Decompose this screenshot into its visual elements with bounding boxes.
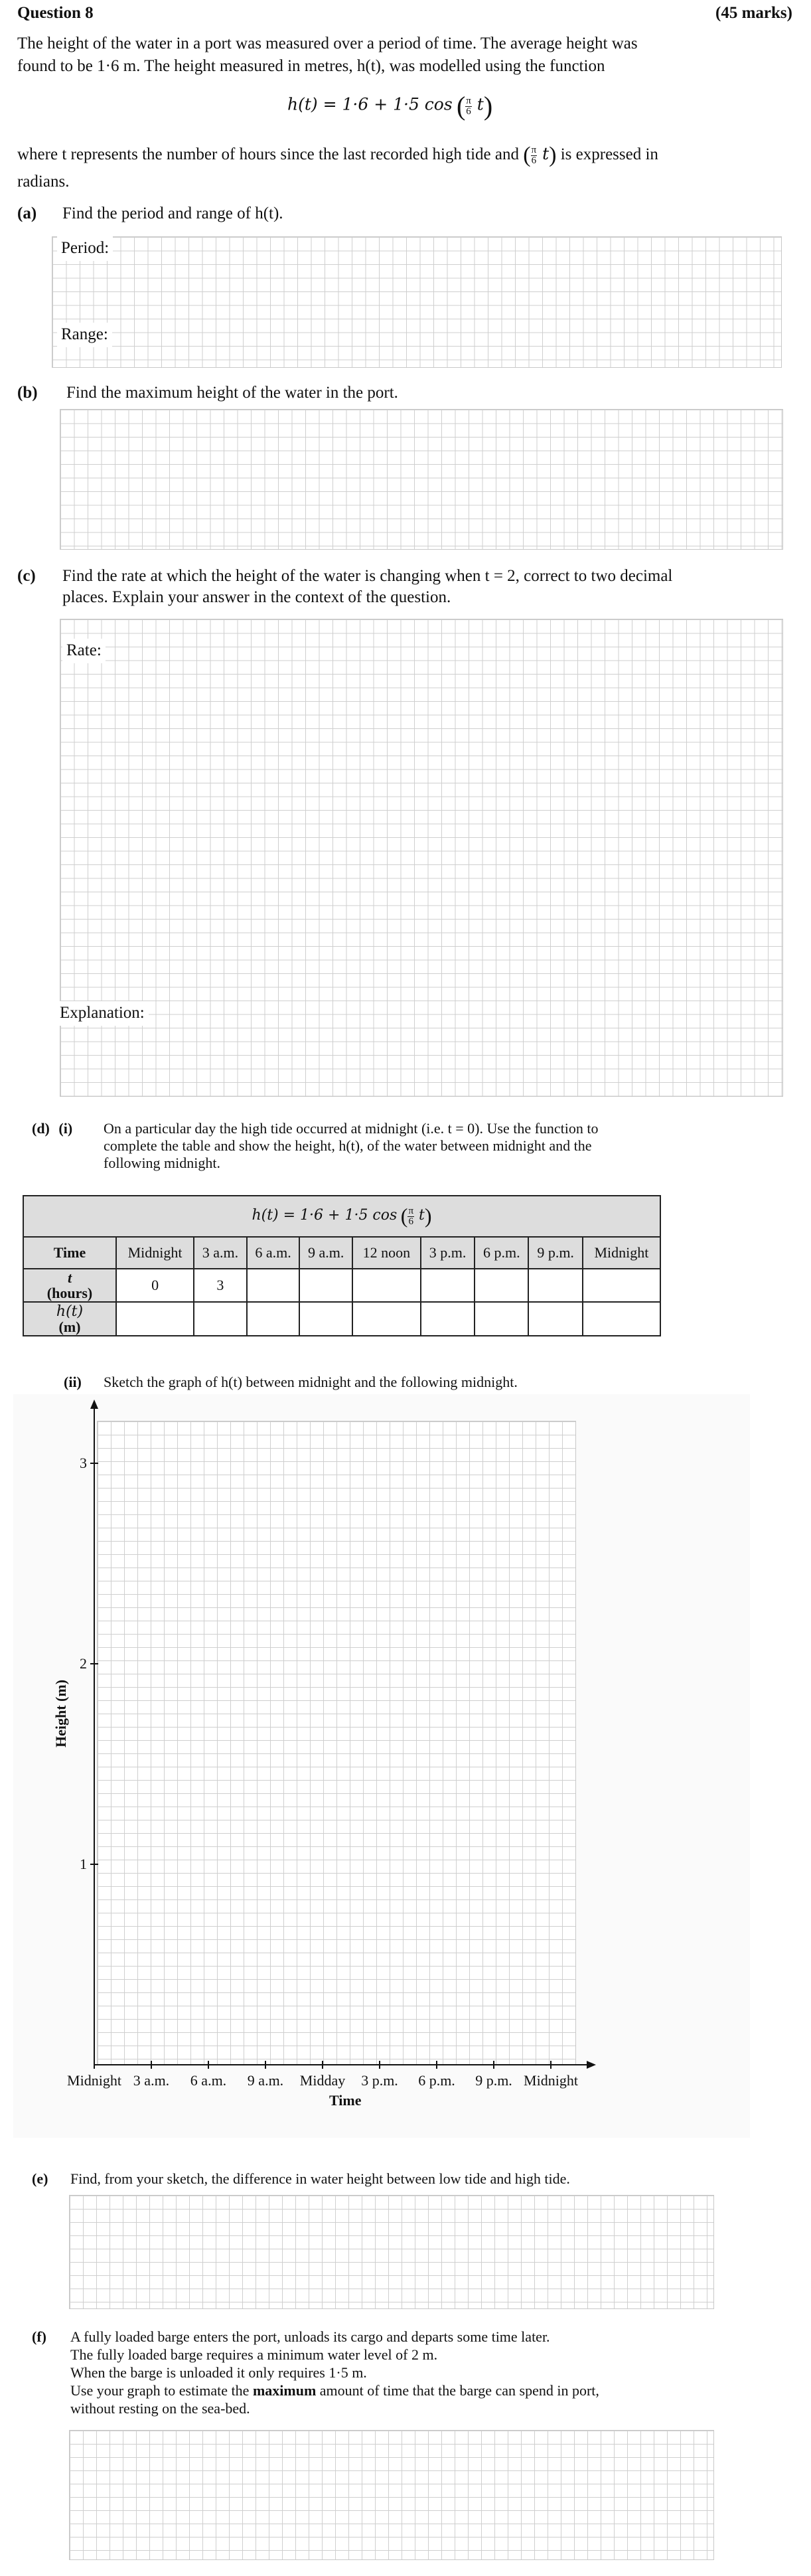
where-text: where t represents the number of hours since the last recorded high tide and: [17, 145, 519, 163]
part-c-text-1: Find the rate at which the height of the water is changing when t = 2, correct to two decimal: [62, 567, 673, 585]
table-formula-cell: h(t) = 1·6 + 1·5 cos ( $\frac{\pi}{6}$ t): [23, 1196, 660, 1237]
x-tick-label: Midday: [299, 2072, 346, 2089]
table-formula: h(t) = 1·6 + 1·5 cos: [252, 1207, 398, 1224]
part-f-line-2: The fully loaded barge requires a minimum water level of 2 m.: [70, 2346, 438, 2363]
part-d-text-2: complete the table and show the height, h(t), of the water between midnight and the: [104, 1137, 592, 1154]
t-value-cell[interactable]: 0: [116, 1269, 194, 1302]
time-cell: 12 noon: [352, 1237, 421, 1269]
time-cell: 6 p.m.: [475, 1237, 528, 1269]
t-unit: (hours): [46, 1285, 93, 1302]
part-d-letter: (d): [32, 1120, 50, 1137]
y-tick-label: 3: [80, 1455, 87, 1471]
x-tick-label: 9 a.m.: [247, 2072, 284, 2089]
h-unit: (m): [58, 1319, 81, 1336]
t-value-cell[interactable]: 3: [194, 1269, 247, 1302]
part-e-answer-grid[interactable]: [69, 2195, 714, 2309]
x-tick-label: Midnight: [524, 2072, 578, 2089]
part-b-label: (b): [17, 384, 38, 402]
y-tick-label: 1: [80, 1856, 87, 1872]
time-cell: 3 p.m.: [421, 1237, 475, 1269]
time-cell: 9 p.m.: [528, 1237, 582, 1269]
question-marks: (45 marks): [715, 4, 792, 22]
part-f-line-1: A fully loaded barge enters the port, unloads its cargo and departs some time later.: [70, 2328, 550, 2345]
rate-label: Rate:: [62, 639, 106, 663]
x-tick-label: 3 a.m.: [133, 2072, 170, 2089]
y-axis-label: Height (m): [52, 1679, 69, 1747]
x-tick-label: 9 p.m.: [475, 2072, 512, 2089]
part-d-text-3: following midnight.: [104, 1155, 220, 1171]
part-d-sub-i: (i): [58, 1120, 73, 1137]
time-cell: 3 a.m.: [194, 1237, 247, 1269]
time-cell: 9 a.m.: [299, 1237, 352, 1269]
part-f-line-4-post: amount of time that the barge can spend in port,: [316, 2382, 599, 2399]
function-display: h(t) = 1·6 + 1·5 cos ( $\frac{\pi}{6}$ t): [287, 91, 493, 121]
part-b-text: Find the maximum height of the water in the port.: [66, 384, 398, 402]
x-tick-label: 6 p.m.: [418, 2072, 455, 2089]
time-cell: Midnight: [583, 1237, 660, 1269]
x-tick-label: Midnight: [67, 2072, 121, 2089]
part-a-text: Find the period and range of h(t).: [62, 204, 283, 222]
x-tick-label: 3 p.m.: [361, 2072, 398, 2089]
where-text-end: is expressed in: [560, 145, 658, 163]
where-line-2: radians.: [17, 173, 70, 191]
part-f-line-4: [70, 2381, 599, 2401]
time-cell: Midnight: [116, 1237, 194, 1269]
part-c-label: (c): [17, 567, 36, 585]
range-label: Range:: [57, 323, 112, 347]
part-a-label: (a): [17, 204, 37, 222]
question-title: Question 8: [17, 4, 94, 22]
x-axis-label: Time: [329, 2092, 362, 2109]
y-tick-label: 2: [80, 1655, 87, 1672]
part-d-sketch-text: Sketch the graph of h(t) between midnight and the following midnight.: [104, 1374, 518, 1390]
part-e-label: (e): [32, 2170, 48, 2187]
x-axis-arrow-icon: [587, 2061, 596, 2069]
part-d-sub-ii: (ii): [64, 1374, 82, 1390]
part-e-text: Find, from your sketch, the difference in water height between low tide and high tide.: [70, 2170, 570, 2187]
explanation-label: Explanation:: [56, 1001, 149, 1026]
period-label: Period:: [57, 236, 113, 261]
intro-line-1: The height of the water in a port was measured over a period of time. The average height was: [17, 35, 638, 52]
part-d-text-1: On a particular day the high tide occurred at midnight (i.e. t = 0). Use the function to: [104, 1120, 599, 1137]
intro-line-2: found to be 1·6 m. The height measured in metres, h(t), was modelled using the function: [17, 57, 605, 75]
part-f-line-4-bold: maximum: [252, 2382, 317, 2399]
x-tick-label: 6 a.m.: [190, 2072, 227, 2089]
function-text: h(t) = 1·6 + 1·5 cos: [287, 94, 453, 114]
part-f-line-3: When the barge is unloaded it only requires 1·5 m.: [70, 2364, 367, 2381]
h-symbol: h(t): [56, 1303, 84, 1321]
part-f-line-5: without resting on the sea-bed.: [70, 2400, 250, 2417]
part-f-label: (f): [32, 2328, 46, 2345]
where-line-1: where t represents the number of hours since the last recorded high tide and ( $\frac{\pi}{6}$ t) is expressed in: [17, 143, 658, 167]
part-c-text-2: places. Explain your answer in the context of the question.: [62, 588, 451, 606]
part-f-line-4-pre: Use your graph to estimate the: [70, 2382, 253, 2399]
t-symbol: t: [67, 1269, 72, 1286]
y-axis-arrow-icon: [90, 1400, 98, 1409]
row-header-time: Time: [23, 1237, 116, 1269]
part-f-answer-grid[interactable]: [69, 2430, 714, 2560]
time-cell: 6 a.m.: [247, 1237, 300, 1269]
